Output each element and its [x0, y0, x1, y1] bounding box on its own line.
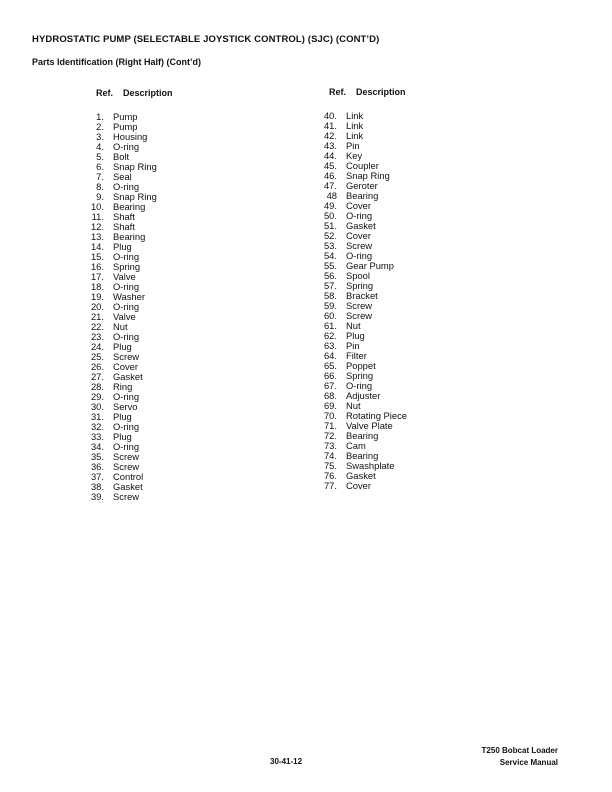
ref-header-right: Ref.: [329, 87, 347, 97]
part-description: Nut: [113, 321, 128, 332]
part-description: Poppet: [346, 360, 376, 371]
part-ref: 38.: [90, 481, 104, 492]
part-ref: 35.: [90, 451, 104, 462]
part-ref: 49.: [323, 200, 337, 211]
part-ref: 71.: [323, 420, 337, 431]
part-description: O-ring: [113, 181, 140, 192]
part-ref: 7.: [96, 171, 104, 182]
part-description: Screw: [113, 491, 140, 502]
part-ref: 53.: [323, 240, 337, 251]
part-ref: 31.: [90, 411, 104, 422]
part-description: Spring: [113, 261, 141, 272]
part-description: Screw: [346, 310, 373, 321]
part-ref: 76.: [323, 470, 337, 481]
part-description: Plug: [113, 411, 132, 422]
part-ref: 59.: [323, 300, 337, 311]
part-description: Gasket: [346, 470, 376, 481]
part-description: Filter: [346, 350, 367, 361]
part-ref: 66.: [323, 370, 337, 381]
part-description: O-ring: [113, 391, 140, 402]
part-ref: 56.: [323, 270, 337, 281]
part-ref: 11.: [91, 211, 104, 222]
part-description: Ring: [113, 381, 133, 392]
part-ref: 10.: [90, 201, 104, 212]
part-description: Housing: [113, 131, 148, 142]
part-ref: 23.: [90, 331, 104, 342]
part-ref: 64.: [323, 350, 337, 361]
part-ref: 60.: [323, 310, 337, 321]
part-description: Snap Ring: [346, 170, 390, 181]
manual-info: [482, 745, 558, 769]
page-number: 30-41-12: [270, 757, 303, 766]
part-ref: 13.: [90, 231, 104, 242]
part-description: Cam: [346, 440, 366, 451]
part-description: Key: [346, 150, 363, 161]
part-ref: 6.: [96, 161, 104, 172]
part-description: Servo: [113, 401, 138, 412]
part-ref: 26.: [90, 361, 104, 372]
part-description: Valve Plate: [346, 420, 393, 431]
part-ref: 55.: [323, 260, 337, 271]
part-ref: 34.: [90, 441, 104, 452]
part-ref: 17.: [90, 271, 104, 282]
part-description: Cover: [346, 200, 372, 211]
part-description: Cover: [113, 361, 139, 372]
part-description: O-ring: [346, 250, 373, 261]
part-ref: 72.: [323, 430, 337, 441]
part-description: Cover: [346, 230, 372, 241]
manual-name: Service Manual: [499, 758, 558, 767]
part-description: Bearing: [113, 231, 146, 242]
description-header-right: Description: [356, 87, 406, 97]
part-description: Plug: [346, 330, 365, 341]
part-description: Gear Pump: [346, 260, 394, 271]
part-ref: 39.: [90, 491, 104, 502]
part-ref: 52.: [323, 230, 337, 241]
part-description: Geroter: [346, 180, 378, 191]
part-ref: 48: [326, 190, 337, 201]
part-description: Cover: [346, 480, 372, 491]
part-description: Control: [113, 471, 144, 482]
part-ref: 18.: [90, 281, 104, 292]
part-description: Valve: [113, 271, 136, 282]
part-ref: 69.: [323, 400, 337, 411]
model-name: T250 Bobcat Loader: [481, 746, 558, 755]
part-ref: 9.: [96, 191, 104, 202]
part-ref: 3.: [96, 131, 104, 142]
part-ref: 62.: [323, 330, 337, 341]
part-description: Bearing: [346, 430, 379, 441]
part-description: O-ring: [113, 331, 140, 342]
ref-header-left: Ref.: [96, 88, 114, 98]
part-description: Screw: [346, 300, 373, 311]
part-ref: 22.: [90, 321, 104, 332]
part-ref: 57.: [323, 280, 337, 291]
part-description: Pin: [346, 340, 360, 351]
part-ref: 2.: [96, 121, 104, 132]
part-description: Bearing: [113, 201, 146, 212]
part-ref: 36.: [90, 461, 104, 472]
part-description: Plug: [113, 431, 132, 442]
part-description: Adjuster: [346, 390, 381, 401]
part-ref: 46.: [323, 170, 337, 181]
part-description: Shaft: [113, 211, 135, 222]
part-description: Valve: [113, 311, 136, 322]
part-description: Gasket: [113, 371, 143, 382]
part-description: Bearing: [346, 450, 379, 461]
part-ref: 15.: [90, 251, 104, 262]
part-ref: 37.: [90, 471, 104, 482]
part-ref: 41.: [323, 120, 337, 131]
part-ref: 5.: [96, 151, 104, 162]
part-description: Gasket: [113, 481, 143, 492]
part-description: Nut: [346, 320, 361, 331]
part-ref: 12.: [90, 221, 104, 232]
part-ref: 77.: [323, 480, 337, 491]
part-ref: 21.: [90, 311, 104, 322]
description-header-left: Description: [123, 88, 173, 98]
part-ref: 45.: [323, 160, 337, 171]
part-ref: 67.: [323, 380, 337, 391]
part-description: Snap Ring: [113, 161, 157, 172]
part-description: Plug: [113, 341, 132, 352]
part-description: Coupler: [346, 160, 379, 171]
part-description: Link: [346, 120, 364, 131]
part-ref: 29.: [90, 391, 104, 402]
part-description: O-ring: [113, 141, 140, 152]
part-ref: 25.: [90, 351, 104, 362]
part-ref: 27.: [90, 371, 104, 382]
part-ref: 61.: [323, 320, 337, 331]
page-title: HYDROSTATIC PUMP (SELECTABLE JOYSTICK CONTROL) (SJC) (CONT’D): [32, 34, 380, 45]
part-description: Seal: [113, 171, 132, 182]
part-description: O-ring: [113, 301, 140, 312]
part-ref: 40.: [323, 110, 337, 121]
part-ref: 32.: [90, 421, 104, 432]
part-description: O-ring: [346, 210, 373, 221]
part-ref: 70.: [323, 410, 337, 421]
part-description: Bearing: [346, 190, 379, 201]
part-ref: 73.: [323, 440, 337, 451]
part-description: Bolt: [113, 151, 130, 162]
part-description: Plug: [113, 241, 132, 252]
part-ref: 14.: [90, 241, 104, 252]
section-subtitle: Parts Identification (Right Half) (Cont’d): [32, 57, 201, 67]
part-ref: 1.: [96, 111, 104, 122]
part-ref: 8.: [96, 181, 104, 192]
part-ref: 74.: [323, 450, 337, 461]
part-ref: 58.: [323, 290, 337, 301]
part-description: Spool: [346, 270, 370, 281]
part-ref: 63.: [323, 340, 337, 351]
part-description: Gasket: [346, 220, 376, 231]
part-ref: 33.: [90, 431, 104, 442]
part-description: Pump: [113, 111, 138, 122]
part-ref: 75.: [323, 460, 337, 471]
part-description: O-ring: [113, 421, 140, 432]
part-description: Screw: [113, 451, 140, 462]
part-description: Pin: [346, 140, 360, 151]
part-ref: 16.: [90, 261, 104, 272]
part-ref: 19.: [90, 291, 104, 302]
part-ref: 20.: [90, 301, 104, 312]
part-description: Screw: [113, 461, 140, 472]
part-description: Spring: [346, 280, 374, 291]
part-description: Screw: [346, 240, 373, 251]
part-ref: 30.: [90, 401, 104, 412]
part-ref: 54.: [323, 250, 337, 261]
part-ref: 28.: [90, 381, 104, 392]
part-ref: 44.: [323, 150, 337, 161]
part-ref: 68.: [323, 390, 337, 401]
part-description: Shaft: [113, 221, 135, 232]
part-ref: 24.: [90, 341, 104, 352]
part-description: Link: [346, 130, 364, 141]
part-description: Swashplate: [346, 460, 395, 471]
part-ref: 43.: [323, 140, 337, 151]
part-ref: 47.: [323, 180, 337, 191]
part-ref: 4.: [96, 141, 104, 152]
part-ref: 51.: [323, 220, 337, 231]
part-description: Bracket: [346, 290, 378, 301]
part-description: O-ring: [346, 380, 373, 391]
part-description: O-ring: [113, 251, 140, 262]
part-description: Washer: [113, 291, 145, 302]
part-description: Pump: [113, 121, 138, 132]
part-ref: 50.: [323, 210, 337, 221]
part-description: Spring: [346, 370, 374, 381]
part-description: Screw: [113, 351, 140, 362]
part-description: Nut: [346, 400, 361, 411]
part-description: O-ring: [113, 441, 140, 452]
part-ref: 65.: [323, 360, 337, 371]
part-ref: 42.: [323, 130, 337, 141]
part-description: Rotating Piece: [346, 410, 407, 421]
part-description: Snap Ring: [113, 191, 157, 202]
part-description: Link: [346, 110, 364, 121]
part-description: O-ring: [113, 281, 140, 292]
